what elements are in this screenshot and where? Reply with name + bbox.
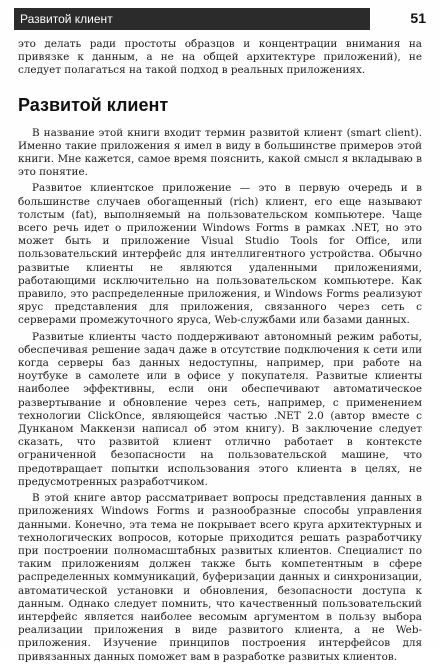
body-paragraph: В этой книге автор рассматривает вопросы представления данных в приложениях Windows Forms и разнообразные способы управления данными. Конечно, эта тема не покрывает всего круга архитектурных и технологических вопросов, которые приходится решать разработчику при построении полномасштабных развитых клиентов. Специалист по таким приложениям должен также быть компетентным в сфере распределенных коммуникаций, буферизации данных и синхронизации, автоматической установки и обновления, безопасности доступа к данным. Однако следует помнить, что качественный пользовательский интерфейс является наиболее весомым аргументом в пользу выбора реализации приложения в виде развитого клиента, а не Web-приложения. Изучение принципов построения интерфейсов для привязанных данных поможет вам в разработке развитых клиентов.	[18, 492, 422, 663]
body-paragraph: Развитое клиентское приложение — это в первую очередь и в большинстве случаев обогащенный (rich) клиент, его еще называют толстым (fat), выполняемый на пользовательском компьютере. Чаще всего речь идет о приложении Windows Forms в рамках .NET, но это может быть и приложение Visual Studio Tools for Office, или пользовательский интерфейс для интеллигентного устройства. Обычно развитые клиенты не являются удаленными приложениями, работающими исключительно на пользовательском компьютере. Как правило, это распределенные приложения, и Windows Forms реализуют ярус представления для приложения, связанного через сеть с серверами промежуточного яруса, Web-службами или базами данных.	[18, 182, 422, 327]
header-bar	[14, 8, 370, 30]
page-content	[18, 38, 422, 667]
intro-paragraph: это делать ради простоты образцов и концентрации внимания на привязке к данным, а не на общей архитектуре приложений), не следует полагаться на такой подход в реальных приложениях.	[18, 38, 422, 77]
page-number: 51	[410, 10, 426, 26]
body-paragraph: В название этой книги входит термин развитой клиент (smart client). Именно такие приложения я имел в виду в большинстве примеров этой книги. Мне кажется, самое время пояснить, какой смысл я вкладываю в это понятие.	[18, 126, 422, 179]
running-header	[14, 8, 426, 30]
body-paragraph: Развитые клиенты часто поддерживают автономный режим работы, обеспечивая решение задач даже в отсутствие подключения к сети или когда серверы баз данных недоступны, например, при работе на ноутбуке в самолете или в офисе у покупателя. Развитые клиенты наиболее эффективны, если они обеспечивают автоматическое развертывание и обновление через сеть, например, с применением технологии ClickOnce, являющейся частью .NET 2.0 (автор вместе с Дунканом Маккензи написал об этом книгу). В заключение следует сказать, что развитой клиент отлично работает в контексте ограниченной безопасности на пользовательской машине, что предотвращает попытки использования этого клиента в целях, не предусмотренных разработчиком.	[18, 330, 422, 488]
section-title: Развитой клиент	[18, 94, 169, 115]
running-title: Развитой клиент	[20, 12, 113, 26]
